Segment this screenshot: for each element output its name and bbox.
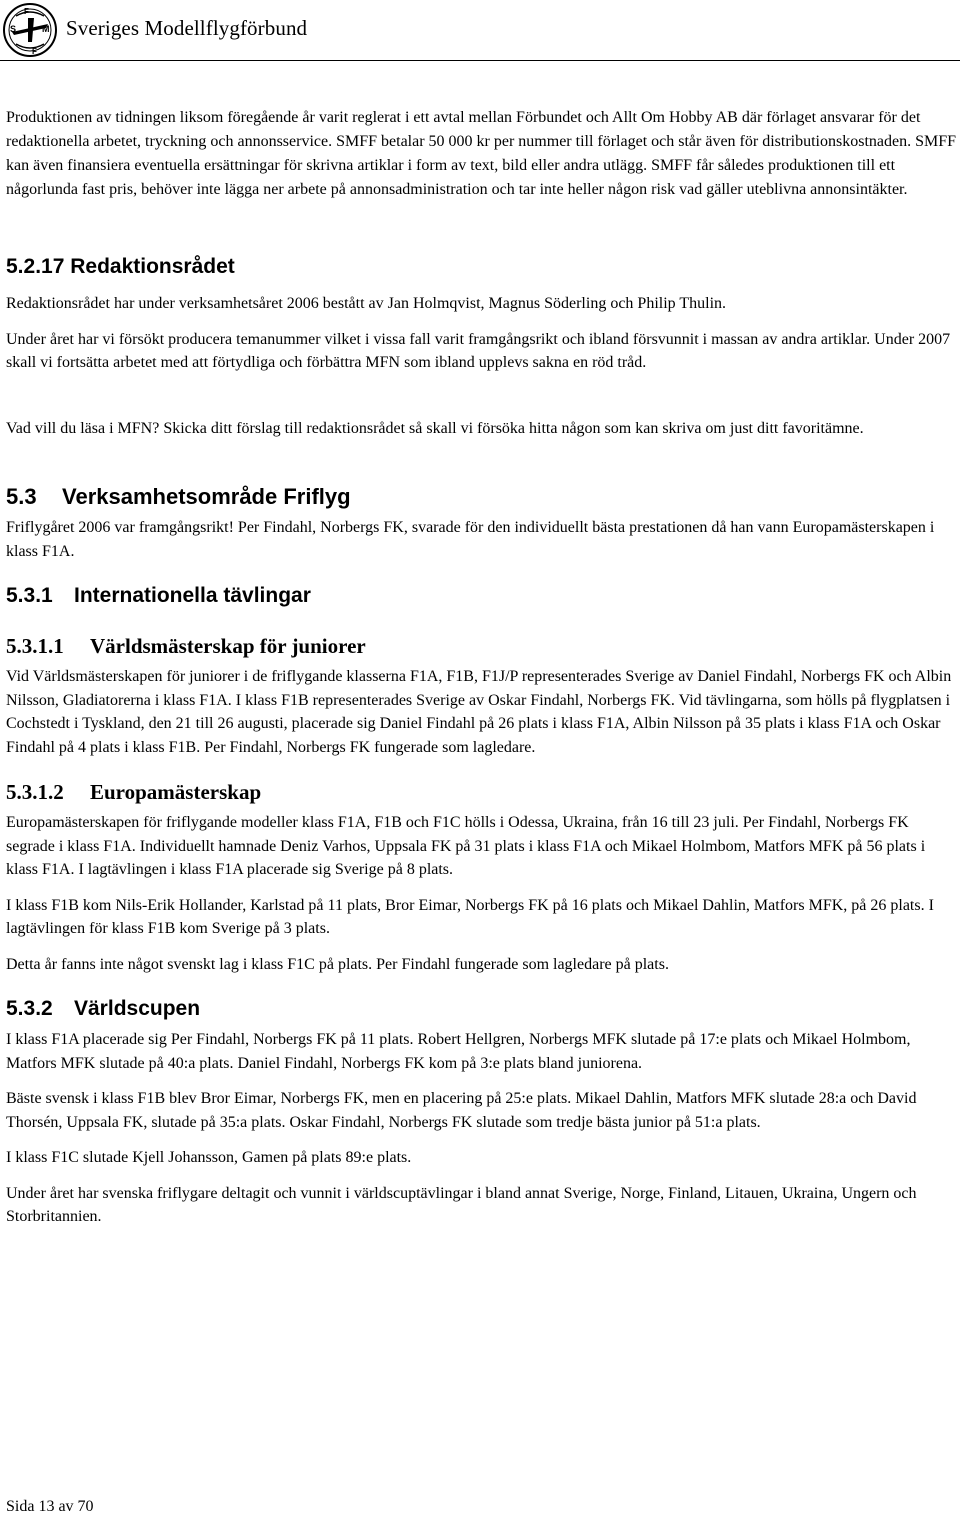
ec-paragraph-f1a: Europamästerskapen för friflygande modeller klass F1A, F1B och F1C hölls i Odessa, Ukraina, från 16 till 23 juli. Per Findahl, Norbergs FK segrade i klass F1A. Individuellt hamnade Deniz Varhos, Uppsala FK på 31 plats i klass F1A och Mikael Holmbom, Matfors MFK på 56 plats i klass F1A. I lagtävlingen i klass F1A placerade sig Sverige på 8 plats. [6, 814, 926, 878]
svg-text:F: F [32, 47, 37, 56]
svg-text:S: S [10, 24, 17, 34]
ec-paragraph-f1c: Detta år fanns inte något svenskt lag i klass F1C på plats. Per Findahl fungerade som lagledare på plats. [6, 955, 669, 973]
section-title: Europamästerskap [90, 780, 262, 804]
worldcup-summary: Under året har svenska friflygare deltagit och vunnit i världscuptävlingar i bland annat Sverige, Norge, Finland, Litauen, Ukraina, Ungern och Storbritannien. [6, 1184, 917, 1225]
svg-text:M: M [42, 24, 50, 34]
heading-5-3-1-2 [6, 777, 956, 807]
worldcup-f1a: I klass F1A placerade sig Per Findahl, Norbergs FK på 11 plats. Robert Hellgren, Norbergs MFK slutade på 17:e plats och Mikael Holmbom, Matfors MFK slutade på 40:a plats. Daniel Findahl, Norbergs FK kom på 3:e plats bland juniorena. [6, 1031, 911, 1072]
redaktionsradet-call: Vad vill du läsa i MFN? Skicka ditt förslag till redaktionsrådet så skall vi försöka hitta någon som kan skriva om just ditt favoritämne. [6, 419, 864, 437]
svg-text:F: F [24, 7, 29, 16]
redaktionsradet-work: Under året har vi försökt producera temanummer vilket i vissa fall varit framgångsrikt och ibland försvunnit i massan av andra artiklar. Under 2007 skall vi fortsätta arbetet med att förtydliga och förbättra MFN som ibland upplevs sakna en röd tråd. [6, 330, 951, 371]
heading-5-3-1-1 [6, 631, 956, 661]
friflyg-intro: Friflygåret 2006 var framgångsrikt! Per Findahl, Norbergs FK, svarade för den individuellt bästa prestationen då han vann Europamästerskapen i klass F1A. [6, 519, 935, 560]
smff-logo [2, 2, 58, 58]
section-title: Världsmästerskap för juniorer [90, 634, 366, 658]
junior-wc-paragraph: Vid Världsmästerskapen för juniorer i de friflygande klasserna F1A, F1B, F1J/P representerades Sverige av Daniel Findahl, Norbergs FK och Albin Nilsson, Gladiatorerna i klass F1A. I klass F1B representerades Sverige av Oskar Findahl, Norbergs FK. Vid tävlingarna, som hölls på flygplatsen i Cochstedt i Tyskland, den 21 till 26 augusti, placerade sig Daniel Findahl på 26 plats i klass F1A, Albin Nilsson på 35 plats i klass F1A och Oskar Findahl på 4 plats i klass F1B. Per Findahl, Norbergs FK fungerade som lagledare. [6, 668, 952, 756]
heading-5-3 [6, 482, 956, 512]
heading-5-2-17: 5.2.17 Redaktionsrådet [6, 255, 235, 278]
organization-name: Sveriges Modellflygförbund [66, 16, 308, 40]
heading-5-3-2 [6, 994, 956, 1024]
page-number: Sida 13 av 70 [6, 1498, 94, 1515]
heading-5-3-1 [6, 581, 956, 611]
section-title: Verksamhetsområde Friflyg [62, 484, 351, 509]
document-body [6, 106, 956, 1229]
section-number: 5.3.1.1 [6, 634, 64, 658]
section-title: Världscupen [74, 997, 201, 1020]
ec-paragraph-f1b: I klass F1B kom Nils-Erik Hollander, Karlstad på 11 plats, Bror Eimar, Norbergs FK på 16 plats och Mikael Dahlin, Matfors MFK, på 26 plats. I lagtävlingen för klass F1B kom Sverige på 3 plats. [6, 896, 934, 937]
worldcup-f1c: I klass F1C slutade Kjell Johansson, Gamen på plats 89:e plats. [6, 1149, 412, 1166]
intro-paragraph: Produktionen av tidningen liksom föregående år varit reglerat i ett avtal mellan Förbundet och Allt Om Hobby AB där förlaget ansvarar för det redaktionella arbetet, tryckning och annonsservice. SMFF betalar 50 000 kr per nummer till förlaget och står även för distributionskostnaden. SMFF kan även finansiera eventuella ersättningar för skrivna artiklar i form av text, bild eller andra utlägg. SMFF får således produktionen till ett någorlunda fast pris, behöver inte lägga ner arbete på annonsadministration och tar inte heller någon risk vad gäller uteblivna annonsintäkter. [6, 109, 957, 198]
header-divider [0, 60, 960, 61]
section-number: 5.3 [6, 484, 37, 509]
section-number: 5.3.1.2 [6, 780, 64, 804]
section-number: 5.3.2 [6, 997, 53, 1020]
worldcup-f1b: Bäste svensk i klass F1B blev Bror Eimar, Norbergs FK, men en placering på 25:e plats. Mikael Dahlin, Matfors MFK slutade 28:a och David Thorsén, Uppsala FK, slutade på 35:a plats. Oskar Findahl, Norbergs FK slutade som tredje bästa junior på 51:a plats. [6, 1090, 917, 1131]
section-number: 5.3.1 [6, 584, 53, 607]
section-title: Internationella tävlingar [74, 584, 311, 607]
redaktionsradet-members: Redaktionsrådet har under verksamhetsåret 2006 bestått av Jan Holmqvist, Magnus Söderling och Philip Thulin. [6, 295, 727, 312]
page-header [0, 0, 960, 62]
